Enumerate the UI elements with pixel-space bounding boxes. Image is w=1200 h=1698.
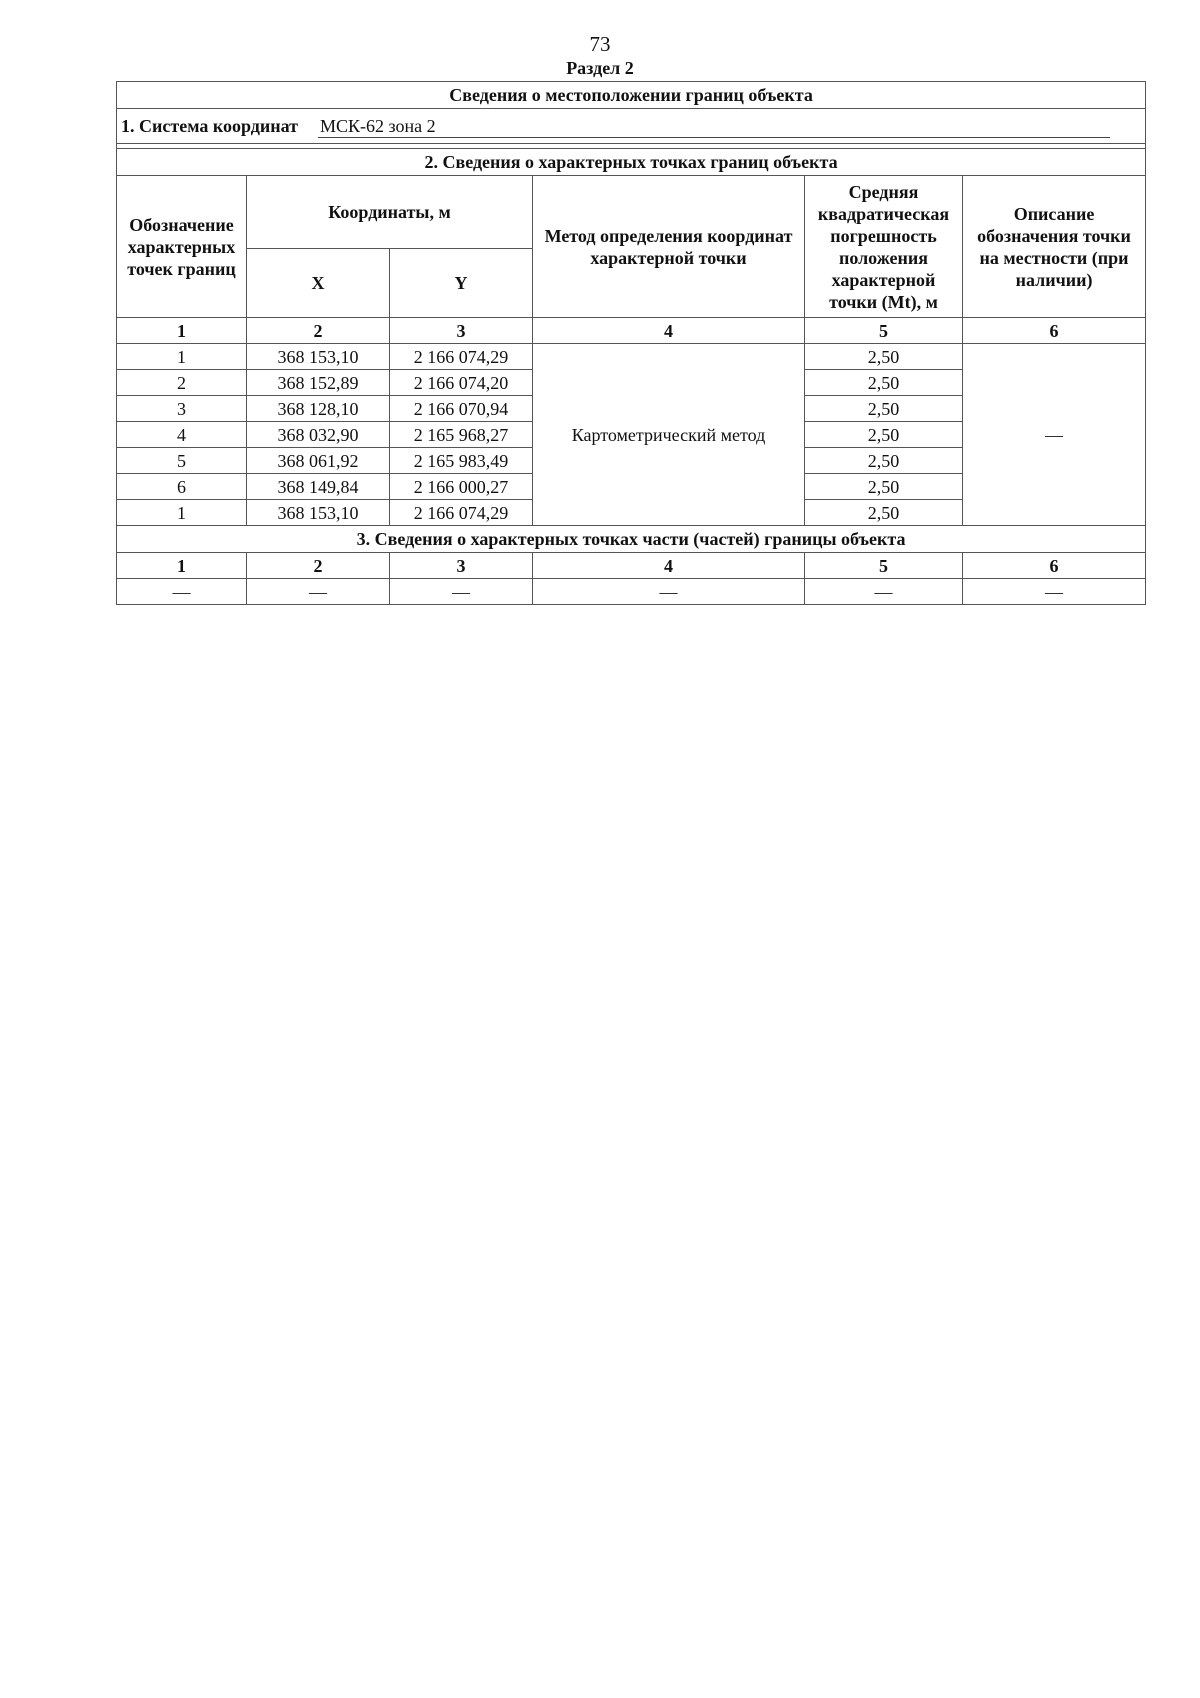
point-id: 6 [117,474,247,500]
point-error: 2,50 [805,500,963,526]
point-y: 2 165 983,49 [390,448,533,474]
header-coordinates: Координаты, м [247,176,533,249]
column-number: 3 [390,318,533,344]
point-id: 1 [117,344,247,370]
table-title: Сведения о местоположении границ объекта [117,82,1146,109]
method-cell: Картометрический метод [533,344,805,526]
point-y: 2 166 074,20 [390,370,533,396]
header-description: Описание обозначения точки на местности (при наличии) [963,176,1146,318]
point-error: 2,50 [805,370,963,396]
parts-column-number: 4 [533,553,805,579]
point-x: 368 152,89 [247,370,390,396]
parts-row [117,579,1146,605]
description-cell: — [963,344,1146,526]
coordinate-system-value: МСК-62 зона 2 [318,115,1110,138]
point-id: 4 [117,422,247,448]
point-x: 368 149,84 [247,474,390,500]
point-x: 368 061,92 [247,448,390,474]
parts-column-number: 3 [390,553,533,579]
point-x: 368 153,10 [247,344,390,370]
parts-section-title: 3. Сведения о характерных точках части (частей) границы объекта [117,526,1146,553]
column-number: 4 [533,318,805,344]
header-x: X [247,249,390,318]
point-error: 2,50 [805,474,963,500]
point-y: 2 166 000,27 [390,474,533,500]
parts-cell: — [390,579,533,605]
header-error: Средняя квадратическая погрешность положения характерной точки (Mt), м [805,176,963,318]
point-id: 2 [117,370,247,396]
column-number: 6 [963,318,1146,344]
parts-column-number: 6 [963,553,1146,579]
point-error: 2,50 [805,422,963,448]
boundary-table [116,81,1146,605]
points-section-title: 2. Сведения о характерных точках границ объекта [117,149,1146,176]
parts-cell: — [963,579,1146,605]
point-error: 2,50 [805,448,963,474]
coordinate-system-row [117,109,1146,144]
point-id: 5 [117,448,247,474]
coordinate-system-label: 1. Система координат [121,115,298,136]
point-id: 3 [117,396,247,422]
point-x: 368 128,10 [247,396,390,422]
parts-cell: — [117,579,247,605]
section-title: Раздел 2 [566,58,634,78]
column-number: 1 [117,318,247,344]
parts-cell: — [533,579,805,605]
point-y: 2 166 070,94 [390,396,533,422]
parts-column-number: 1 [117,553,247,579]
header-method: Метод определения координат характерной точки [533,176,805,318]
point-y: 2 166 074,29 [390,344,533,370]
point-error: 2,50 [805,396,963,422]
parts-column-number: 2 [247,553,390,579]
header-y: Y [390,249,533,318]
column-number: 2 [247,318,390,344]
point-id: 1 [117,500,247,526]
column-number: 5 [805,318,963,344]
parts-cell: — [805,579,963,605]
point-x: 368 032,90 [247,422,390,448]
parts-cell: — [247,579,390,605]
point-y: 2 165 968,27 [390,422,533,448]
point-error: 2,50 [805,344,963,370]
point-y: 2 166 074,29 [390,500,533,526]
table-row [117,344,1146,370]
page-number: 73 [589,32,611,56]
parts-column-number: 5 [805,553,963,579]
header-designation: Обозначение характерных точек границ [117,176,247,318]
point-x: 368 153,10 [247,500,390,526]
